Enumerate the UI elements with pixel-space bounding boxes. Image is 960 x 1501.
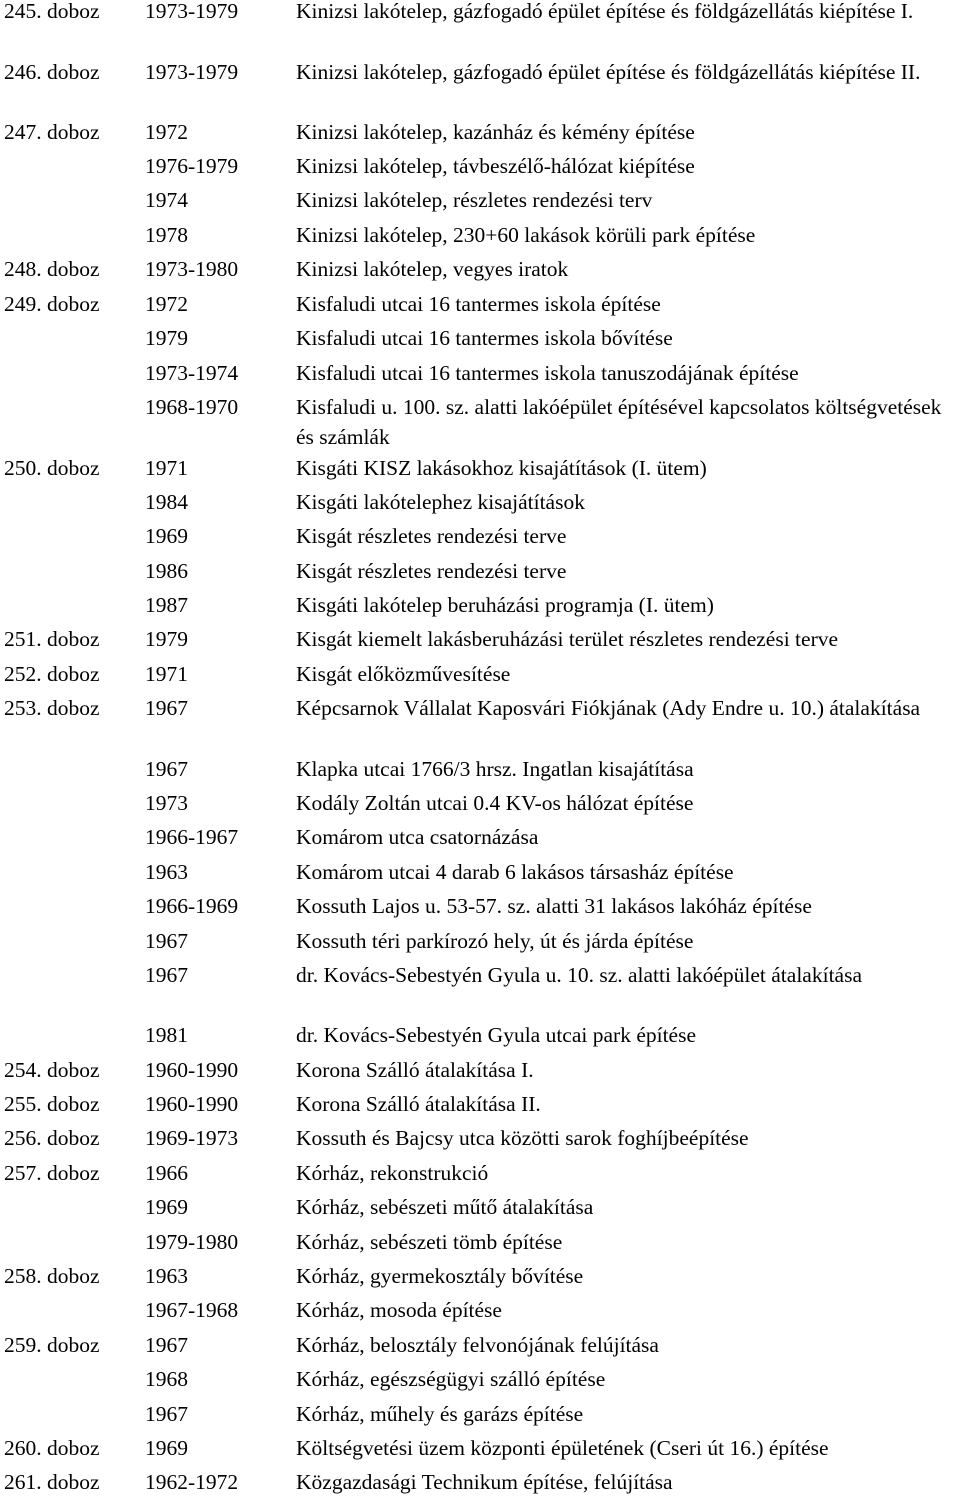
- box-number: 253. doboz: [4, 696, 100, 720]
- list-item: [0, 1123, 960, 1157]
- box-number: 260. doboz: [4, 1436, 100, 1460]
- year-range: 1967: [145, 757, 188, 781]
- year-range: 1967: [145, 1402, 188, 1426]
- list-item: [0, 659, 960, 693]
- year-range: 1986: [145, 559, 188, 583]
- list-item: [0, 1433, 960, 1467]
- item-description: Képcsarnok Vállalat Kaposvári Fiókjának (Ady Endre u. 10.) átalakítása: [296, 696, 921, 720]
- item-description: Kórház, egészségügyi szálló építése: [296, 1367, 606, 1391]
- list-item: [0, 1089, 960, 1123]
- year-range: 1967: [145, 963, 188, 987]
- item-description: Kinizsi lakótelep, kazánház és kémény építése: [296, 120, 695, 144]
- item-description: Költségvetési üzem központi épületének (Cseri út 16.) építése: [296, 1436, 829, 1460]
- list-item: [0, 1330, 960, 1364]
- item-description: Kisgát részletes rendezési terve: [296, 559, 567, 583]
- list-item: [0, 453, 960, 487]
- list-item: [0, 960, 960, 1020]
- item-description: Kisgáti KISZ lakásokhoz kisajátítások (I. ütem): [296, 456, 707, 480]
- item-description: Kinizsi lakótelep, részletes rendezési terv: [296, 188, 653, 212]
- box-number: 249. doboz: [4, 292, 100, 316]
- item-description: Kórház, sebészeti műtő átalakítása: [296, 1195, 594, 1219]
- year-range: 1979: [145, 326, 188, 350]
- list-item: [0, 185, 960, 219]
- item-description: Kinizsi lakótelep, vegyes iratok: [296, 257, 569, 281]
- box-number: 251. doboz: [4, 627, 100, 651]
- list-item: [0, 891, 960, 925]
- box-number: 248. doboz: [4, 257, 100, 281]
- box-number: 246. doboz: [4, 60, 100, 84]
- list-item: [0, 624, 960, 658]
- year-range: 1972: [145, 120, 188, 144]
- year-range: 1969: [145, 524, 188, 548]
- list-item: [0, 926, 960, 960]
- year-range: 1971: [145, 662, 188, 686]
- box-number: 252. doboz: [4, 662, 100, 686]
- item-description: Kórház, belosztály felvonójának felújítása: [296, 1333, 659, 1357]
- year-range: 1974: [145, 188, 188, 212]
- year-range: 1963: [145, 1264, 188, 1288]
- list-item: [0, 57, 960, 117]
- item-description: dr. Kovács-Sebestyén Gyula u. 10. sz. alatti lakóépület átalakítása: [296, 963, 862, 987]
- box-number: 247. doboz: [4, 120, 100, 144]
- item-description: Kórház, műhely és garázs építése: [296, 1402, 584, 1426]
- box-number: 245. doboz: [4, 0, 100, 23]
- item-description: Kinizsi lakótelep, távbeszélő-hálózat kiépítése: [296, 154, 695, 178]
- year-range: 1960-1990: [145, 1058, 239, 1082]
- list-item: [0, 1055, 960, 1089]
- item-description: Kisgát előközművesítése: [296, 662, 511, 686]
- list-item: [0, 822, 960, 856]
- list-item: [0, 1399, 960, 1433]
- item-description: Kodály Zoltán utcai 0.4 KV-os hálózat építése: [296, 791, 694, 815]
- list-item: [0, 1158, 960, 1192]
- list-item: [0, 1295, 960, 1329]
- item-description: Klapka utcai 1766/3 hrsz. Ingatlan kisajátítása: [296, 757, 694, 781]
- list-item: [0, 1467, 960, 1501]
- year-range: 1968-1970: [145, 395, 239, 419]
- year-range: 1976-1979: [145, 154, 239, 178]
- year-range: 1967-1968: [145, 1298, 239, 1322]
- year-range: 1973-1979: [145, 60, 239, 84]
- box-number: 255. doboz: [4, 1092, 100, 1116]
- item-description: Kisgáti lakótelep beruházási programja (I. ütem): [296, 593, 714, 617]
- item-description: Kinizsi lakótelep, gázfogadó épület építése és földgázellátás kiépítése II.: [296, 60, 921, 84]
- list-item: [0, 1364, 960, 1398]
- item-description: Kórház, mosoda építése: [296, 1298, 502, 1322]
- year-range: 1966-1967: [145, 825, 239, 849]
- list-item: [0, 1261, 960, 1295]
- year-range: 1963: [145, 860, 188, 884]
- list-item: [0, 1020, 960, 1054]
- item-description: Kisgát kiemelt lakásberuházási terület részletes rendezési terve: [296, 627, 839, 651]
- year-range: 1987: [145, 593, 188, 617]
- year-range: 1967: [145, 1333, 188, 1357]
- item-description: Kisfaludi u. 100. sz. alatti lakóépület építésével kapcsolatos költségvetések és számlák: [296, 395, 942, 449]
- list-item: [0, 693, 960, 753]
- box-number: 256. doboz: [4, 1126, 100, 1150]
- list-item: [0, 1192, 960, 1226]
- year-range: 1979-1980: [145, 1230, 239, 1254]
- list-item: [0, 1227, 960, 1261]
- year-range: 1969-1973: [145, 1126, 239, 1150]
- item-description: Komárom utcai 4 darab 6 lakásos társasház építése: [296, 860, 734, 884]
- year-range: 1981: [145, 1023, 188, 1047]
- item-description: Korona Szálló átalakítása I.: [296, 1058, 534, 1082]
- year-range: 1967: [145, 696, 188, 720]
- item-description: Kórház, gyermekosztály bővítése: [296, 1264, 584, 1288]
- year-range: 1973-1979: [145, 0, 239, 23]
- item-description: Kossuth és Bajcsy utca közötti sarok foghíjbeépítése: [296, 1126, 749, 1150]
- list-item: [0, 788, 960, 822]
- box-number: 259. doboz: [4, 1333, 100, 1357]
- year-range: 1973-1974: [145, 361, 239, 385]
- year-range: 1966: [145, 1161, 188, 1185]
- list-item: [0, 117, 960, 151]
- year-range: 1979: [145, 627, 188, 651]
- year-range: 1972: [145, 292, 188, 316]
- year-range: 1973: [145, 791, 188, 815]
- year-range: 1973-1980: [145, 257, 239, 281]
- item-description: Korona Szálló átalakítása II.: [296, 1092, 541, 1116]
- list-item: [0, 0, 960, 56]
- year-range: 1971: [145, 456, 188, 480]
- item-description: Kinizsi lakótelep, gázfogadó épület építése és földgázellátás kiépítése I.: [296, 0, 914, 23]
- year-range: 1969: [145, 1195, 188, 1219]
- list-item: [0, 487, 960, 521]
- box-number: 258. doboz: [4, 1264, 100, 1288]
- item-description: Kisfaludi utcai 16 tantermes iskola bővítése: [296, 326, 673, 350]
- box-number: 261. doboz: [4, 1470, 100, 1494]
- item-description: Kossuth Lajos u. 53-57. sz. alatti 31 lakásos lakóház építése: [296, 894, 812, 918]
- item-description: Kórház, sebészeti tömb építése: [296, 1230, 563, 1254]
- year-range: 1968: [145, 1367, 188, 1391]
- list-item: [0, 556, 960, 590]
- item-description: Kisgáti lakótelephez kisajátítások: [296, 490, 585, 514]
- item-description: Kinizsi lakótelep, 230+60 lakások körüli park építése: [296, 223, 756, 247]
- item-description: Kisfaludi utcai 16 tantermes iskola építése: [296, 292, 661, 316]
- item-description: Komárom utca csatornázása: [296, 825, 539, 849]
- box-number: 257. doboz: [4, 1161, 100, 1185]
- item-description: Kossuth téri parkírozó hely, út és járda építése: [296, 929, 694, 953]
- item-description: Kisgát részletes rendezési terve: [296, 524, 567, 548]
- year-range: 1967: [145, 929, 188, 953]
- list-item: [0, 151, 960, 185]
- list-item: [0, 323, 960, 357]
- item-description: Közgazdasági Technikum építése, felújítása: [296, 1470, 673, 1494]
- list-item: [0, 358, 960, 392]
- year-range: 1978: [145, 223, 188, 247]
- list-item: [0, 521, 960, 555]
- year-range: 1960-1990: [145, 1092, 239, 1116]
- year-range: 1984: [145, 490, 188, 514]
- list-item: [0, 590, 960, 624]
- list-item: [0, 754, 960, 788]
- year-range: 1969: [145, 1436, 188, 1460]
- box-number: 254. doboz: [4, 1058, 100, 1082]
- list-item: [0, 392, 960, 452]
- list-item: [0, 289, 960, 323]
- item-description: Kisfaludi utcai 16 tantermes iskola tanuszodájának építése: [296, 361, 799, 385]
- list-item: [0, 857, 960, 891]
- year-range: 1966-1969: [145, 894, 239, 918]
- item-description: dr. Kovács-Sebestyén Gyula utcai park építése: [296, 1023, 697, 1047]
- year-range: 1962-1972: [145, 1470, 239, 1494]
- box-number: 250. doboz: [4, 456, 100, 480]
- list-item: [0, 220, 960, 254]
- list-item: [0, 254, 960, 288]
- item-description: Kórház, rekonstrukció: [296, 1161, 489, 1185]
